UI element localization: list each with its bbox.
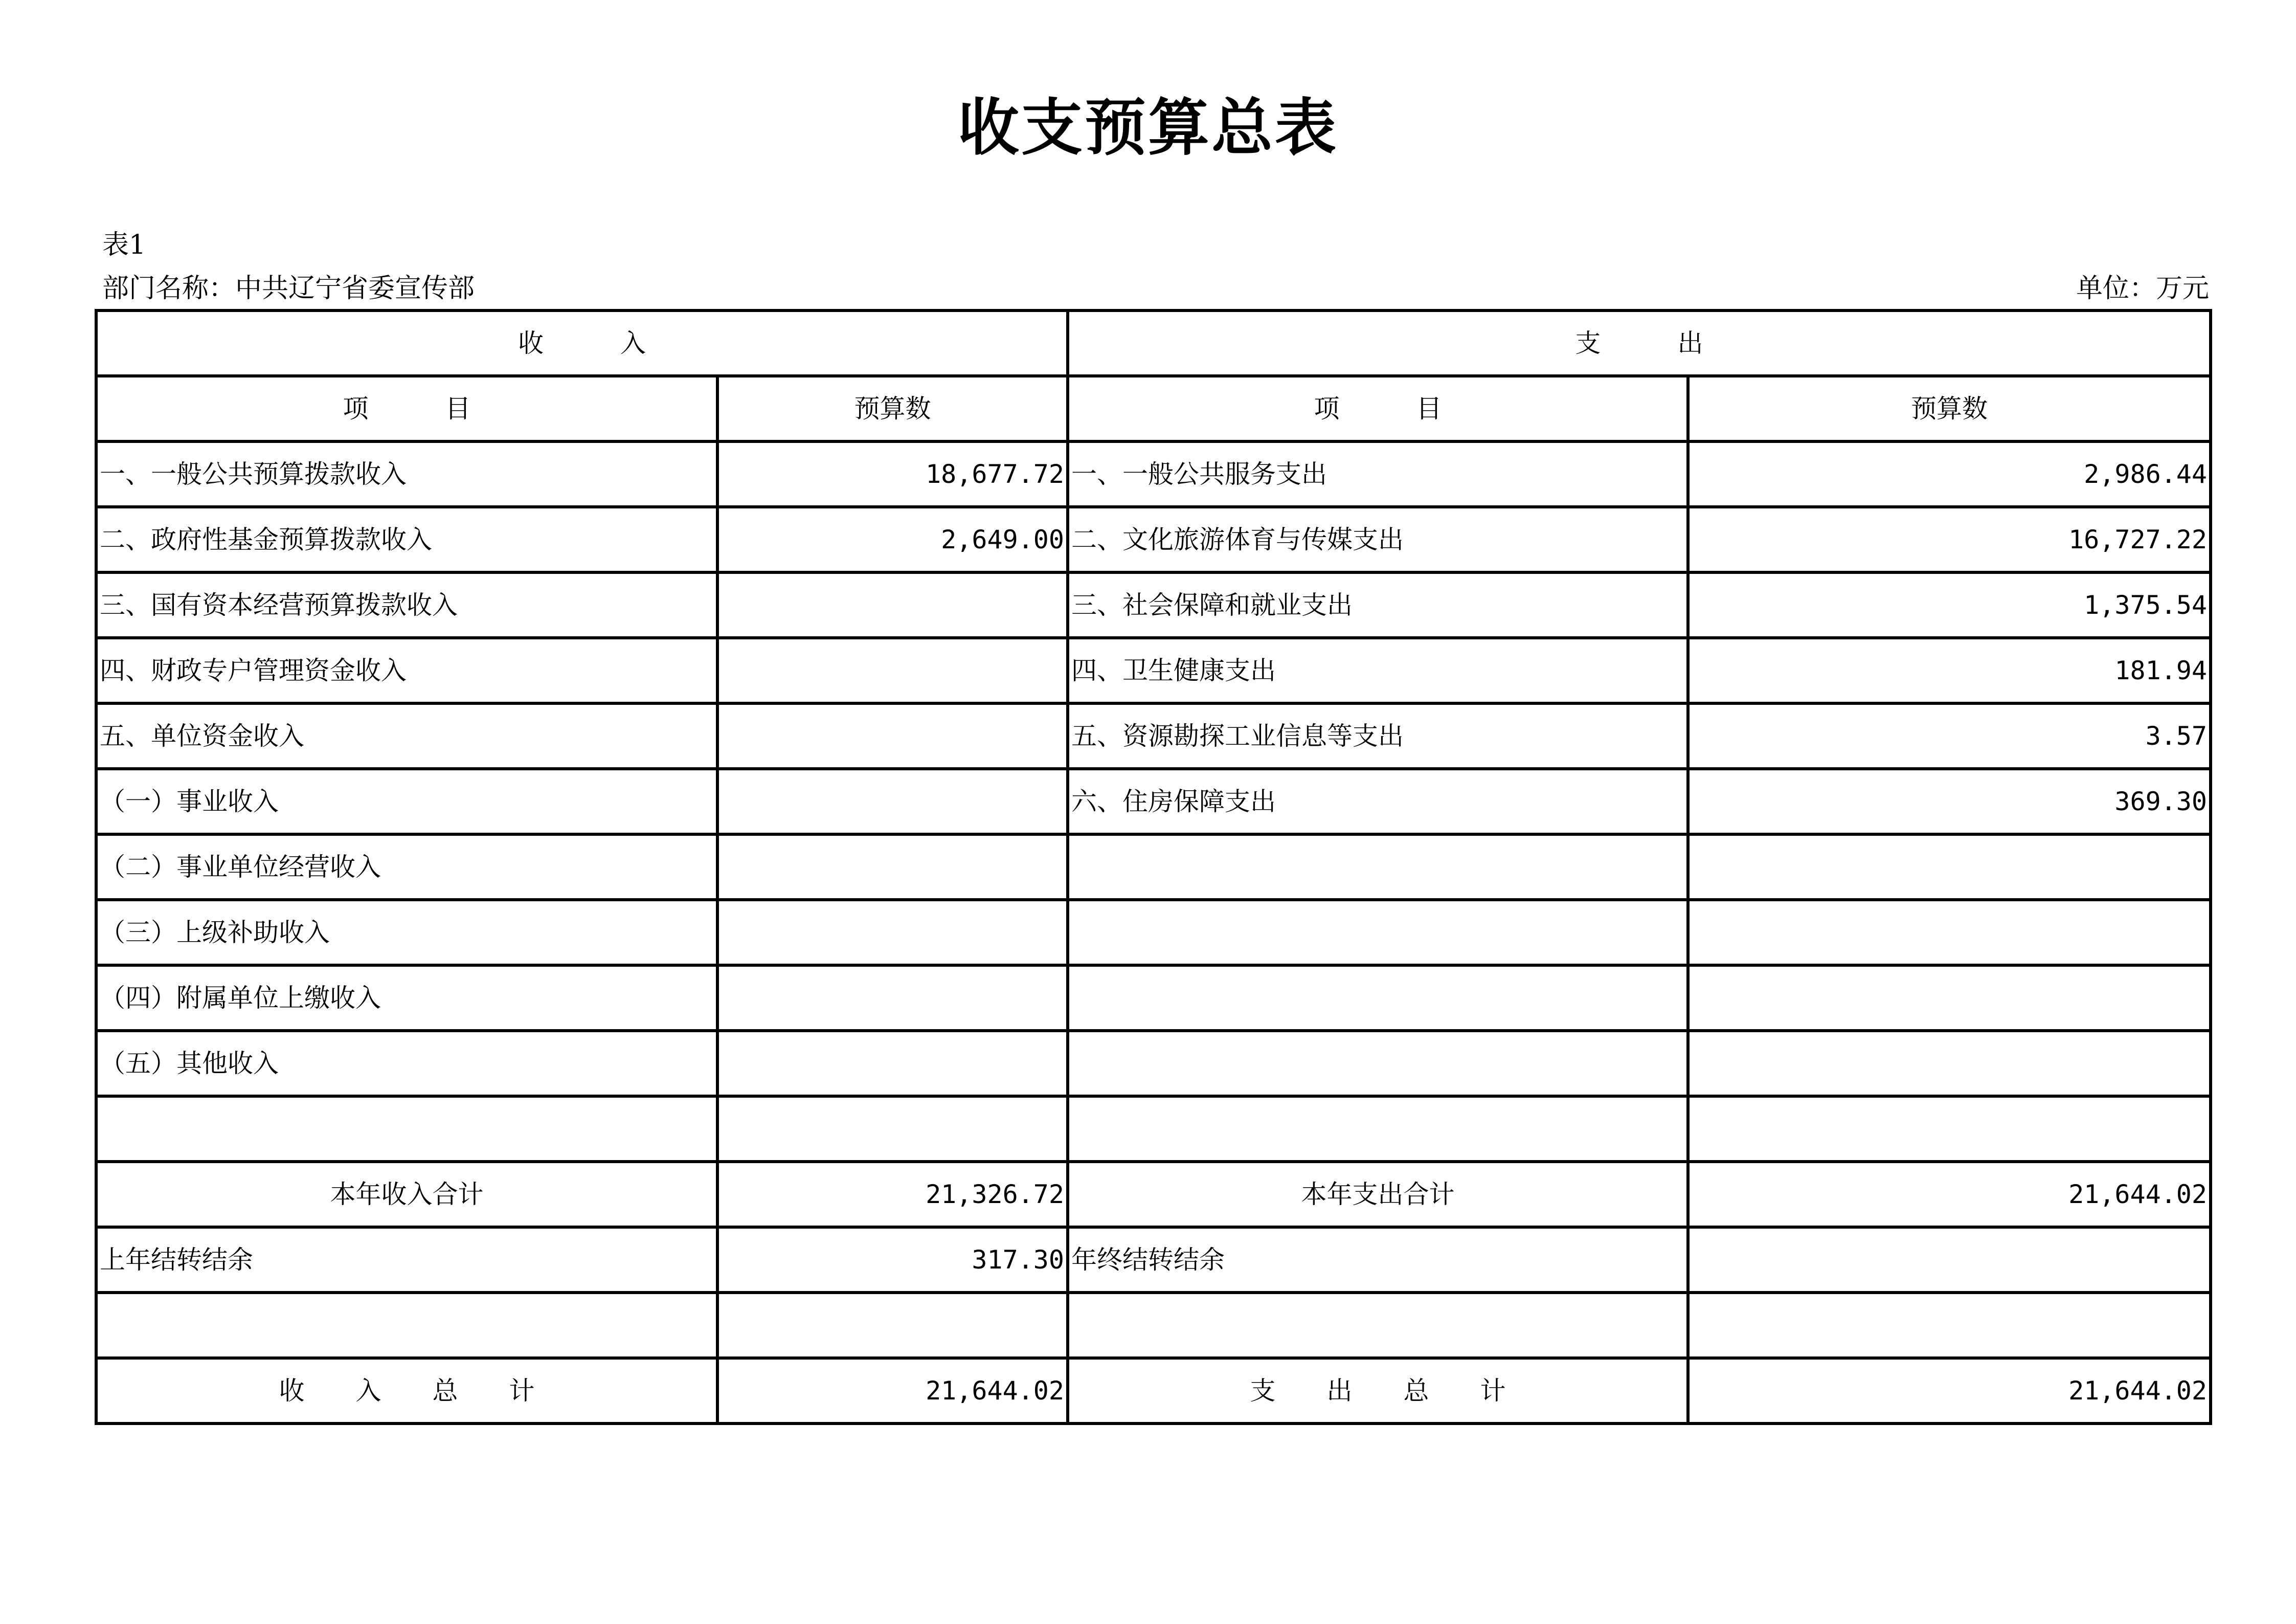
- expense-amount-cell: 16,727.22: [1688, 507, 2211, 572]
- grand-total-row: [96, 1358, 2211, 1423]
- page-title: 收支预算总表: [958, 92, 1338, 164]
- income-item-cell: （三）上级补助收入: [96, 900, 717, 965]
- expense-item-cell: 五、资源勘探工业信息等支出: [1068, 703, 1688, 769]
- expense-amount-cell: [1688, 1031, 2211, 1096]
- income-amount-cell: [717, 1096, 1068, 1162]
- expense-label-cell: 年终结转结余: [1068, 1227, 1688, 1293]
- income-amount-cell: [717, 769, 1068, 834]
- income-item-cell: 四、财政专户管理资金收入: [96, 638, 717, 703]
- expense-amount-cell: 21,644.02: [1688, 1358, 2211, 1423]
- empty-cell: [1688, 1293, 2211, 1358]
- expense-amount-cell: 1,375.54: [1688, 572, 2211, 638]
- income-amount-cell: [717, 703, 1068, 769]
- expense-amount-cell: [1688, 900, 2211, 965]
- subtotal-row: [96, 1162, 2211, 1227]
- expense-item-cell: 四、卫生健康支出: [1068, 638, 1688, 703]
- income-label-cell: 收 入 总 计: [96, 1358, 717, 1423]
- income-amount-cell: 21,644.02: [717, 1358, 1068, 1423]
- income-item-cell: （四）附属单位上缴收入: [96, 965, 717, 1031]
- expense-label-cell: 本年支出合计: [1068, 1162, 1688, 1227]
- table-row: [96, 900, 2211, 965]
- table-row: [96, 1096, 2211, 1162]
- expense-amount-cell: 369.30: [1688, 769, 2211, 834]
- empty-cell: [717, 1293, 1068, 1358]
- income-amount-cell: [717, 900, 1068, 965]
- income-amount-cell: [717, 638, 1068, 703]
- table-row: [96, 769, 2211, 834]
- table-row: [96, 572, 2211, 638]
- expense-item-cell: [1068, 965, 1688, 1031]
- income-amount-header: 预算数: [717, 376, 1068, 441]
- table-row: [96, 703, 2211, 769]
- expense-amount-header: 预算数: [1688, 376, 2211, 441]
- expense-header: 支 出: [1068, 310, 2211, 376]
- expense-amount-cell: [1688, 834, 2211, 900]
- income-label-cell: 本年收入合计: [96, 1162, 717, 1227]
- table-number: 表1: [102, 230, 146, 260]
- expense-amount-cell: [1688, 1227, 2211, 1293]
- expense-item-cell: [1068, 900, 1688, 965]
- unit-label: 单位：万元: [2076, 273, 2209, 304]
- income-label-cell: 上年结转结余: [96, 1227, 717, 1293]
- section-header-row: [96, 310, 2211, 376]
- column-header-row: [96, 376, 2211, 441]
- income-item-header: 项 目: [96, 376, 717, 441]
- income-amount-cell: [717, 1031, 1068, 1096]
- table-row: [96, 507, 2211, 572]
- income-amount-cell: 2,649.00: [717, 507, 1068, 572]
- expense-amount-cell: 3.57: [1688, 703, 2211, 769]
- expense-item-cell: [1068, 1096, 1688, 1162]
- expense-amount-cell: 181.94: [1688, 638, 2211, 703]
- income-item-cell: （五）其他收入: [96, 1031, 717, 1096]
- income-item-cell: （一）事业收入: [96, 769, 717, 834]
- expense-amount-cell: 2,986.44: [1688, 441, 2211, 507]
- income-item-cell: 一、一般公共预算拨款收入: [96, 441, 717, 507]
- income-amount-cell: 317.30: [717, 1227, 1068, 1293]
- income-amount-cell: 21,326.72: [717, 1162, 1068, 1227]
- table-row: [96, 638, 2211, 703]
- blank-row: [96, 1293, 2211, 1358]
- expense-amount-cell: 21,644.02: [1688, 1162, 2211, 1227]
- expense-amount-cell: [1688, 965, 2211, 1031]
- table-row: [96, 441, 2211, 507]
- income-amount-cell: [717, 572, 1068, 638]
- income-item-cell: 三、国有资本经营预算拨款收入: [96, 572, 717, 638]
- table-row: [96, 965, 2211, 1031]
- carryover-row: [96, 1227, 2211, 1293]
- expense-item-cell: 三、社会保障和就业支出: [1068, 572, 1688, 638]
- table-row: [96, 1031, 2211, 1096]
- expense-label-cell: 支 出 总 计: [1068, 1358, 1688, 1423]
- empty-cell: [1068, 1293, 1688, 1358]
- expense-amount-cell: [1688, 1096, 2211, 1162]
- expense-item-cell: [1068, 834, 1688, 900]
- budget-table: [95, 309, 2212, 1425]
- income-amount-cell: [717, 834, 1068, 900]
- department-name: 部门名称：中共辽宁省委宣传部: [102, 273, 475, 304]
- income-item-cell: （二）事业单位经营收入: [96, 834, 717, 900]
- income-item-cell: 二、政府性基金预算拨款收入: [96, 507, 717, 572]
- income-header: 收 入: [96, 310, 1068, 376]
- income-item-cell: 五、单位资金收入: [96, 703, 717, 769]
- empty-cell: [96, 1293, 717, 1358]
- table-row: [96, 834, 2211, 900]
- expense-item-cell: [1068, 1031, 1688, 1096]
- income-item-cell: [96, 1096, 717, 1162]
- expense-item-cell: 二、文化旅游体育与传媒支出: [1068, 507, 1688, 572]
- expense-item-header: 项 目: [1068, 376, 1688, 441]
- expense-item-cell: 六、住房保障支出: [1068, 769, 1688, 834]
- expense-item-cell: 一、一般公共服务支出: [1068, 441, 1688, 507]
- income-amount-cell: [717, 965, 1068, 1031]
- income-amount-cell: 18,677.72: [717, 441, 1068, 507]
